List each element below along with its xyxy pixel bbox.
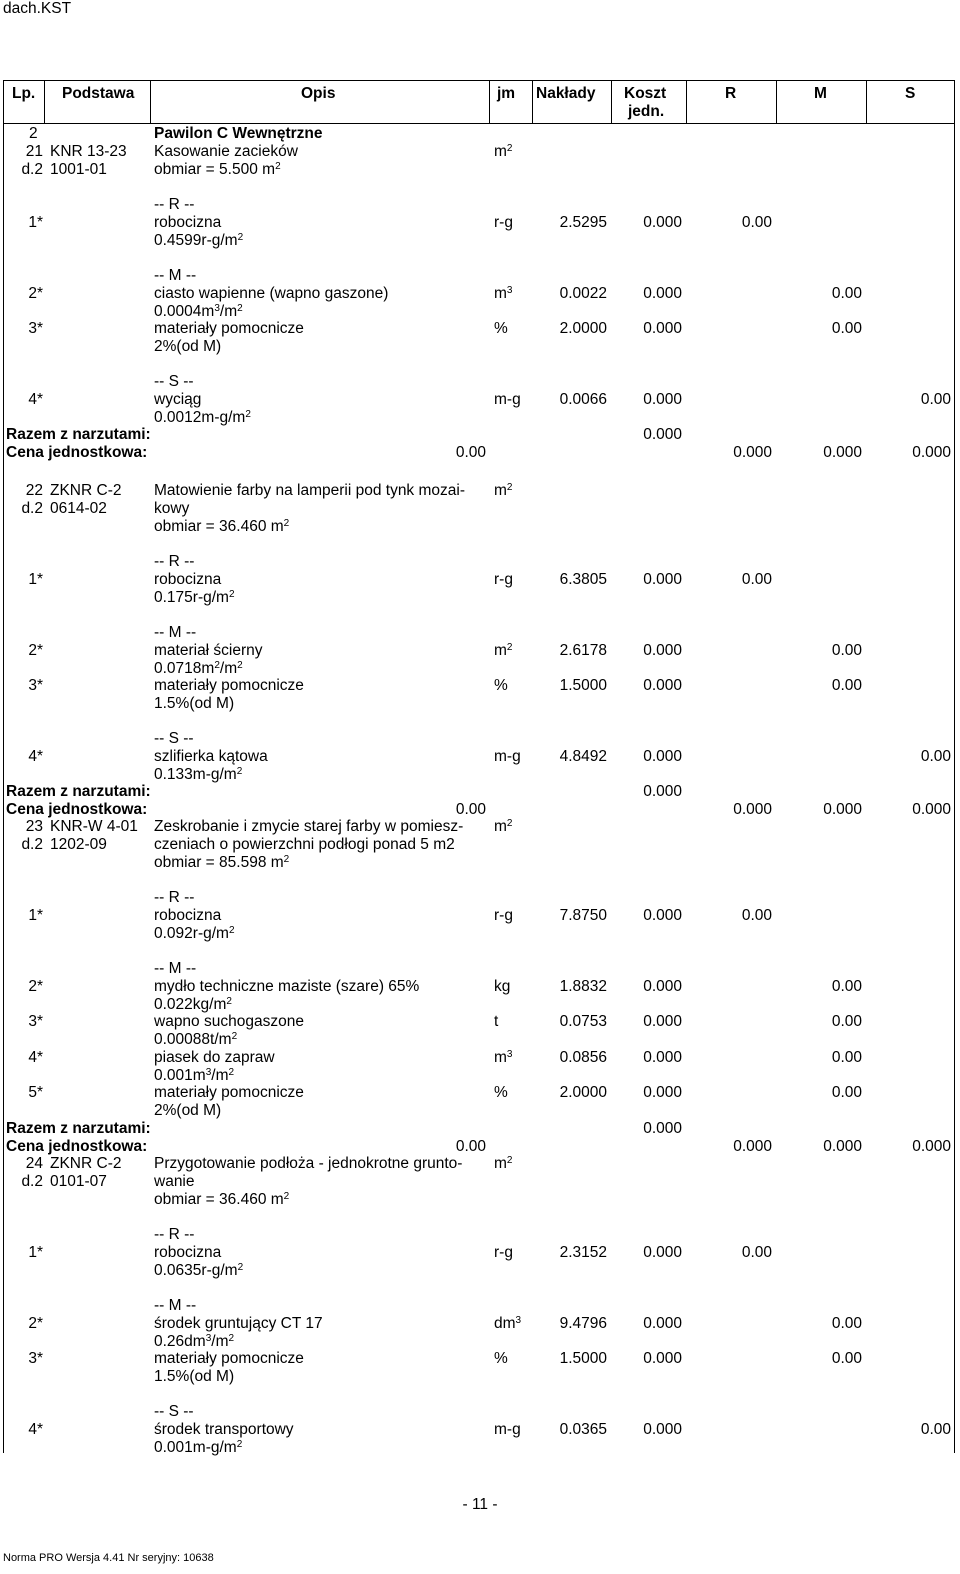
resource-m-value: 0.00 <box>831 320 862 337</box>
resource-s-value: 0.00 <box>920 1420 951 1438</box>
position-unit: $m^2$ <box>494 143 513 160</box>
resource-number: 5* <box>28 1084 43 1101</box>
resource-price: 0.000 <box>643 1048 682 1066</box>
resource-s-value: 0.00 <box>920 747 951 765</box>
resource-name: materiały pomocnicze <box>154 1084 304 1101</box>
resource-unit: $m^3$ <box>494 1048 513 1066</box>
resource-unit: kg <box>494 977 511 995</box>
resource-price: 0.000 <box>643 214 682 231</box>
header-opis: Opis <box>301 85 336 102</box>
position-description-cont: kowy <box>154 500 190 517</box>
resource-number: 1* <box>28 907 43 924</box>
resource-group-label: -- M -- <box>154 623 197 641</box>
resource-price: 0.000 <box>643 571 682 588</box>
resource-price: 0.000 <box>643 1314 682 1332</box>
resource-number: 4* <box>28 1420 43 1438</box>
resource-price: 0.000 <box>643 284 682 302</box>
resource-norm: $0.4599r-g/m^2$ <box>154 232 244 249</box>
resource-quantity: 2.3152 <box>559 1244 607 1261</box>
header-koszt-jedn: jedn. <box>628 103 665 120</box>
resource-unit: % <box>494 1350 508 1367</box>
header-jm: jm <box>497 85 516 102</box>
resource-number: 1* <box>28 571 43 588</box>
position-obmiar: obmiar = 5.500 $m^2$ <box>154 161 281 178</box>
position-base: ZKNR C-2 <box>50 1155 122 1172</box>
resource-unit: r-g <box>494 571 513 588</box>
cena-m: 0.000 <box>823 801 862 818</box>
resource-name: ciasto wapienne (wapno gaszone) <box>154 284 389 302</box>
cena-r: 0.000 <box>733 444 772 461</box>
resource-number: 3* <box>28 677 43 694</box>
resource-unit: % <box>494 320 508 337</box>
resource-number: 3* <box>28 1350 43 1367</box>
resource-m-value: 0.00 <box>831 1350 862 1367</box>
resource-number: 3* <box>28 1013 43 1030</box>
resource-quantity: 0.0856 <box>559 1048 607 1066</box>
resource-unit: m-g <box>494 747 521 765</box>
resource-number: 2* <box>28 977 43 995</box>
resource-price: 0.000 <box>643 977 682 995</box>
position-number: 23 <box>25 818 43 835</box>
position-base: ZKNR C-2 <box>50 482 122 499</box>
resource-name: środek transportowy <box>154 1420 294 1438</box>
resource-quantity: 1.8832 <box>559 977 607 995</box>
resource-price: 0.000 <box>643 641 682 659</box>
resource-group-label: -- M -- <box>154 266 197 284</box>
resource-m-value: 0.00 <box>831 284 862 302</box>
header-s: S <box>905 85 916 102</box>
resource-unit: % <box>494 677 508 694</box>
resource-m-value: 0.00 <box>831 641 862 659</box>
position-unit: $m^2$ <box>494 1155 513 1172</box>
position-number: 22 <box>25 482 43 499</box>
resource-unit: $dm^3$ <box>494 1314 522 1332</box>
resource-quantity: 0.0066 <box>559 390 607 408</box>
position-number-suffix: d.2 <box>21 161 43 178</box>
cena-s: 0.000 <box>912 1137 951 1155</box>
cena-r: 0.000 <box>733 1137 772 1155</box>
position-obmiar: obmiar = 36.460 $m^2$ <box>154 518 290 535</box>
resource-unit: $m^2$ <box>494 641 513 659</box>
resource-name: piasek do zapraw <box>154 1048 275 1066</box>
resource-norm: $0.092r-g/m^2$ <box>154 925 235 942</box>
position-base: KNR-W 4-01 <box>50 818 138 835</box>
resource-quantity: 7.8750 <box>559 907 607 924</box>
resource-name: wyciąg <box>154 390 202 408</box>
header-naklady: Nakłady <box>536 85 596 102</box>
app-title: dach.KST <box>3 0 72 17</box>
resource-name: wapno suchogaszone <box>154 1013 304 1030</box>
cena-s: 0.000 <box>912 801 951 818</box>
position-base-code: 1001-01 <box>50 161 107 178</box>
header-lp: Lp. <box>12 85 36 102</box>
resource-quantity: 2.0000 <box>559 1084 607 1101</box>
resource-number: 4* <box>28 390 43 408</box>
resource-norm: $0.0635r-g/m^2$ <box>154 1262 244 1279</box>
header-koszt: Koszt <box>624 85 667 102</box>
resource-norm: $0.0012m-g/m^2$ <box>154 408 251 426</box>
position-number-suffix: d.2 <box>21 1173 43 1190</box>
resource-norm: $0.001m^3/m^2$ <box>154 1066 235 1084</box>
resource-price: 0.000 <box>643 907 682 924</box>
table-header <box>3 80 955 124</box>
resource-group-label: -- R -- <box>154 196 195 213</box>
resource-norm: $0.26dm^3/m^2$ <box>154 1332 235 1350</box>
resource-unit: r-g <box>494 907 513 924</box>
header-m: M <box>814 85 827 102</box>
resource-quantity: 0.0365 <box>559 1420 607 1438</box>
section-title: Pawilon C Wewnętrzne <box>154 125 323 142</box>
resource-m-value: 0.00 <box>831 1084 862 1101</box>
resource-quantity: 2.0000 <box>559 320 607 337</box>
position-base-code: 0101-07 <box>50 1173 107 1190</box>
resource-norm: $0.022kg/m^2$ <box>154 995 232 1013</box>
resource-unit: $m^3$ <box>494 284 513 302</box>
resource-quantity: 1.5000 <box>559 1350 607 1367</box>
position-unit: $m^2$ <box>494 482 513 499</box>
header-podstawa: Podstawa <box>62 85 135 102</box>
section-lp: 2 <box>29 125 38 142</box>
resource-price: 0.000 <box>643 747 682 765</box>
resource-norm: 1.5%(od M) <box>154 1368 235 1385</box>
resource-name: robocizna <box>154 571 222 588</box>
resource-norm: $0.133m-g/m^2$ <box>154 765 243 783</box>
resource-unit: r-g <box>494 1244 513 1261</box>
resource-price: 0.000 <box>643 320 682 337</box>
resource-r-value: 0.00 <box>741 1244 772 1261</box>
resource-m-value: 0.00 <box>831 977 862 995</box>
resource-group-label: -- S -- <box>154 1402 194 1420</box>
cena-m: 0.000 <box>823 444 862 461</box>
resource-price: 0.000 <box>643 1350 682 1367</box>
resource-number: 1* <box>28 1244 43 1261</box>
resource-unit: t <box>494 1013 499 1030</box>
cena-value: 0.00 <box>455 444 486 461</box>
position-number-suffix: d.2 <box>21 500 43 517</box>
razem-value: 0.000 <box>643 783 682 800</box>
resource-number: 2* <box>28 1314 43 1332</box>
resource-norm: $0.0718m^2/m^2$ <box>154 659 243 677</box>
resource-m-value: 0.00 <box>831 1314 862 1332</box>
resource-price: 0.000 <box>643 390 682 408</box>
page-number: - 11 - <box>462 1496 498 1513</box>
razem-value: 0.000 <box>643 426 682 443</box>
position-description: Matowienie farby na lamperii pod tynk mozai- <box>154 482 465 499</box>
resource-name: środek gruntujący CT 17 <box>154 1314 323 1332</box>
resource-group-label: -- R -- <box>154 553 195 570</box>
position-description-cont: wanie <box>154 1173 195 1190</box>
resource-norm: $0.0004m^3/m^2$ <box>154 302 243 320</box>
resource-name: szlifierka kątowa <box>154 747 268 765</box>
resource-name: materiały pomocnicze <box>154 1350 304 1367</box>
position-base-code: 0614-02 <box>50 500 107 517</box>
razem-value: 0.000 <box>643 1119 682 1137</box>
position-number: 21 <box>25 143 43 160</box>
position-obmiar: obmiar = 85.598 $m^2$ <box>154 854 290 871</box>
resource-quantity: 1.5000 <box>559 677 607 694</box>
resource-r-value: 0.00 <box>741 571 772 588</box>
resource-unit: % <box>494 1084 508 1101</box>
resource-quantity: 2.5295 <box>559 214 607 231</box>
resource-norm: $0.175r-g/m^2$ <box>154 589 235 606</box>
position-number: 24 <box>25 1155 43 1172</box>
resource-price: 0.000 <box>643 1420 682 1438</box>
position-unit: $m^2$ <box>494 818 513 835</box>
resource-unit: r-g <box>494 214 513 231</box>
header-r: R <box>725 85 737 102</box>
cena-s: 0.000 <box>912 444 951 461</box>
position-description-cont: czeniach o powierzchni podłogi ponad 5 m2 <box>154 836 455 853</box>
resource-norm: 2%(od M) <box>154 338 222 355</box>
razem-label: Razem z narzutami: <box>6 426 151 443</box>
resource-r-value: 0.00 <box>741 214 772 231</box>
position-description: Zeskrobanie i zmycie starej farby w pomiesz- <box>154 818 464 835</box>
resource-name: robocizna <box>154 214 222 231</box>
resource-quantity: 6.3805 <box>559 571 607 588</box>
position-number-suffix: d.2 <box>21 836 43 853</box>
resource-number: 1* <box>28 214 43 231</box>
position-base: KNR 13-23 <box>50 143 127 160</box>
resource-m-value: 0.00 <box>831 677 862 694</box>
footer-text: Norma PRO Wersja 4.41 Nr seryjny: 10638 <box>3 1552 214 1564</box>
resource-name: robocizna <box>154 1244 222 1261</box>
resource-group-label: -- S -- <box>154 729 194 747</box>
resource-group-label: -- M -- <box>154 959 197 977</box>
resource-name: materiały pomocnicze <box>154 320 304 337</box>
resource-group-label: -- M -- <box>154 1296 197 1314</box>
resource-norm: 2%(od M) <box>154 1102 222 1119</box>
resource-price: 0.000 <box>643 1244 682 1261</box>
position-description: Kasowanie zacieków <box>154 143 298 160</box>
resource-name: materiały pomocnicze <box>154 677 304 694</box>
resource-quantity: 9.4796 <box>559 1314 607 1332</box>
resource-m-value: 0.00 <box>831 1048 862 1066</box>
resource-quantity: 0.0753 <box>559 1013 607 1030</box>
resource-s-value: 0.00 <box>920 390 951 408</box>
resource-name: materiał ścierny <box>154 641 263 659</box>
resource-number: 4* <box>28 747 43 765</box>
resource-group-label: -- R -- <box>154 1226 195 1243</box>
cena-label: Cena jednostkowa: <box>6 801 148 818</box>
resource-name: mydło techniczne maziste (szare) 65% <box>154 977 420 995</box>
cena-value: 0.00 <box>455 1137 486 1155</box>
position-base-code: 1202-09 <box>50 836 107 853</box>
cena-m: 0.000 <box>823 1137 862 1155</box>
razem-label: Razem z narzutami: <box>6 1119 151 1137</box>
cena-r: 0.000 <box>733 801 772 818</box>
resource-norm: $0.00088t/m^2$ <box>154 1031 238 1048</box>
resource-norm: 1.5%(od M) <box>154 695 235 712</box>
cena-label: Cena jednostkowa: <box>6 1137 148 1155</box>
position-description: Przygotowanie podłoża - jednokrotne grunto- <box>154 1155 463 1172</box>
cena-value: 0.00 <box>455 801 486 818</box>
resource-norm: $0.001m-g/m^2$ <box>154 1438 243 1456</box>
razem-label: Razem z narzutami: <box>6 783 151 800</box>
resource-r-value: 0.00 <box>741 907 772 924</box>
resource-name: robocizna <box>154 907 222 924</box>
resource-group-label: -- S -- <box>154 372 194 390</box>
resource-unit: m-g <box>494 390 521 408</box>
resource-number: 2* <box>28 641 43 659</box>
position-obmiar: obmiar = 36.460 $m^2$ <box>154 1191 290 1208</box>
resource-group-label: -- R -- <box>154 889 195 906</box>
resource-m-value: 0.00 <box>831 1013 862 1030</box>
cena-label: Cena jednostkowa: <box>6 444 148 461</box>
resource-price: 0.000 <box>643 677 682 694</box>
resource-number: 3* <box>28 320 43 337</box>
resource-price: 0.000 <box>643 1084 682 1101</box>
resource-quantity: 0.0022 <box>559 284 607 302</box>
resource-unit: m-g <box>494 1420 521 1438</box>
resource-quantity: 4.8492 <box>559 747 607 765</box>
resource-quantity: 2.6178 <box>559 641 607 659</box>
resource-price: 0.000 <box>643 1013 682 1030</box>
resource-number: 4* <box>28 1048 43 1066</box>
resource-number: 2* <box>28 284 43 302</box>
